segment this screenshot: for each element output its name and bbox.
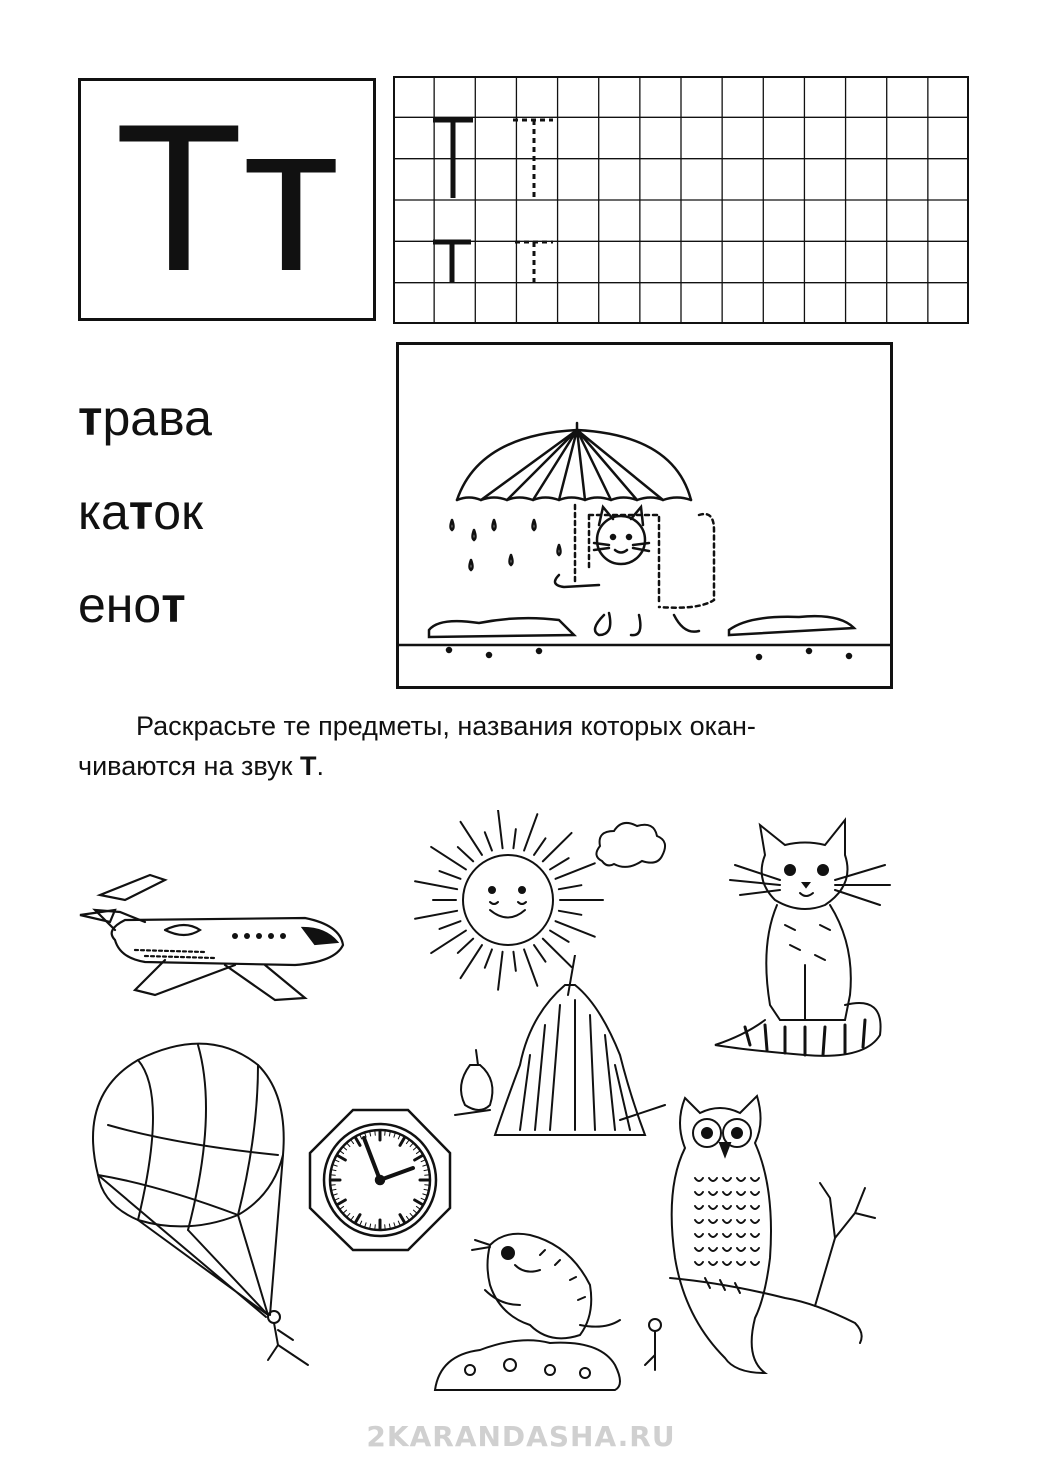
sound-letter: Т [299, 751, 317, 781]
word-1: трава [78, 390, 212, 446]
letter-card [78, 78, 376, 321]
instruction-text [78, 706, 918, 786]
letter-display: Тт [114, 80, 340, 315]
umbrella-cat-icon [399, 345, 890, 686]
grid-letter-solid [433, 120, 473, 282]
cloud-icon [592, 816, 672, 876]
word-3: енот [78, 577, 186, 633]
grid-letter-dotted [513, 120, 553, 282]
mole-icon [430, 1225, 670, 1395]
word-2: каток [78, 484, 203, 540]
writing-grid [393, 76, 969, 324]
owl-icon [665, 1088, 880, 1378]
haystack-icon [450, 955, 670, 1145]
umbrella-cat-frame [396, 342, 893, 689]
watermark: 2KARANDASHA.RU [366, 1420, 676, 1453]
instruction-line-2: чиваются на звук Т. [78, 751, 324, 781]
airplane-icon [75, 870, 355, 1005]
instruction-line-1: Раскрасьте те предметы, названия которых окан- [136, 711, 756, 741]
parachute-icon [78, 1035, 338, 1375]
kitten-icon [705, 815, 895, 1065]
